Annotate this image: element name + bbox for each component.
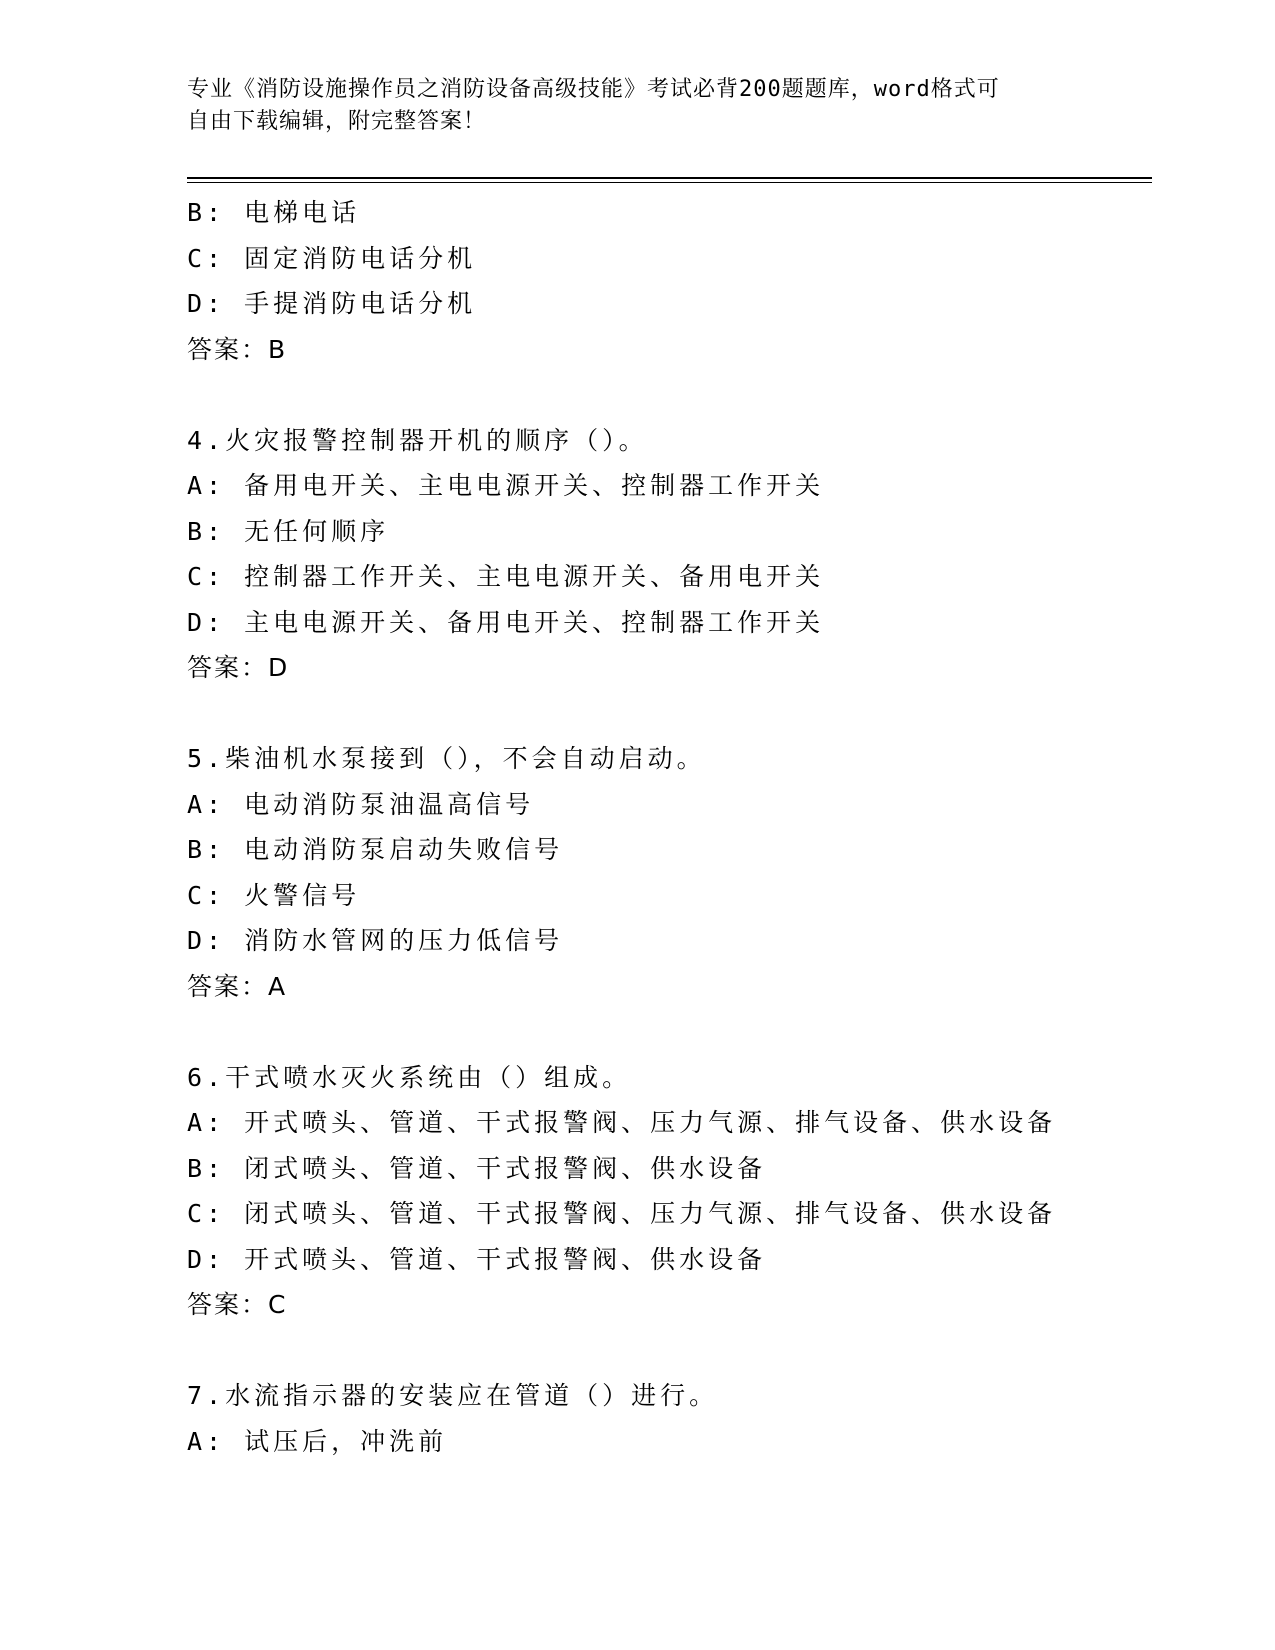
question-5 bbox=[187, 736, 1147, 1009]
option-c: C: 闭式喷头、管道、干式报警阀、压力气源、排气设备、供水设备 bbox=[187, 1199, 1057, 1228]
question-3 bbox=[187, 190, 1147, 372]
question-6 bbox=[187, 1055, 1147, 1328]
option-b: B: 闭式喷头、管道、干式报警阀、供水设备 bbox=[187, 1153, 767, 1183]
answer: 答案：A bbox=[187, 971, 288, 1001]
header-divider bbox=[187, 177, 1152, 183]
option-c: C: 固定消防电话分机 bbox=[187, 243, 477, 273]
answer: 答案：C bbox=[187, 1290, 288, 1319]
answer: 答案：D bbox=[187, 653, 290, 682]
question-stem: 6.干式喷水灭火系统由（）组成。 bbox=[187, 1062, 632, 1092]
answer: 答案：B bbox=[187, 334, 288, 364]
header-line-2: 自由下载编辑，附完整答案！ bbox=[187, 109, 487, 134]
question-stem: 5.柴油机水泵接到（），不会自动启动。 bbox=[187, 744, 706, 773]
question-stem: 4.火灾报警控制器开机的顺序（）。 bbox=[187, 425, 648, 455]
question-7 bbox=[187, 1373, 1147, 1464]
option-b: B: 电动消防泵启动失败信号 bbox=[187, 835, 564, 864]
option-a: A: 电动消防泵油温高信号 bbox=[187, 789, 535, 819]
option-c: C: 火警信号 bbox=[187, 880, 361, 910]
question-4 bbox=[187, 418, 1147, 691]
question-stem: 7.水流指示器的安装应在管道（）进行。 bbox=[187, 1381, 719, 1410]
option-d: D: 消防水管网的压力低信号 bbox=[187, 926, 564, 955]
option-d: D: 手提消防电话分机 bbox=[187, 289, 477, 318]
question-list bbox=[187, 190, 1147, 1464]
option-a: A: 开式喷头、管道、干式报警阀、压力气源、排气设备、供水设备 bbox=[187, 1108, 1057, 1137]
header-line-1: 专业《消防设施操作员之消防设备高级技能》考试必背200题题库，word格式可 bbox=[187, 77, 1000, 102]
option-d: D: 主电电源开关、备用电开关、控制器工作开关 bbox=[187, 607, 825, 637]
document-header bbox=[187, 74, 1067, 138]
option-b: B: 无任何顺序 bbox=[187, 516, 390, 546]
option-a: A: 试压后，冲洗前 bbox=[187, 1426, 448, 1456]
option-c: C: 控制器工作开关、主电电源开关、备用电开关 bbox=[187, 562, 825, 591]
option-a: A: 备用电开关、主电电源开关、控制器工作开关 bbox=[187, 471, 825, 500]
option-b: B: 电梯电话 bbox=[187, 198, 361, 227]
option-d: D: 开式喷头、管道、干式报警阀、供水设备 bbox=[187, 1244, 767, 1274]
